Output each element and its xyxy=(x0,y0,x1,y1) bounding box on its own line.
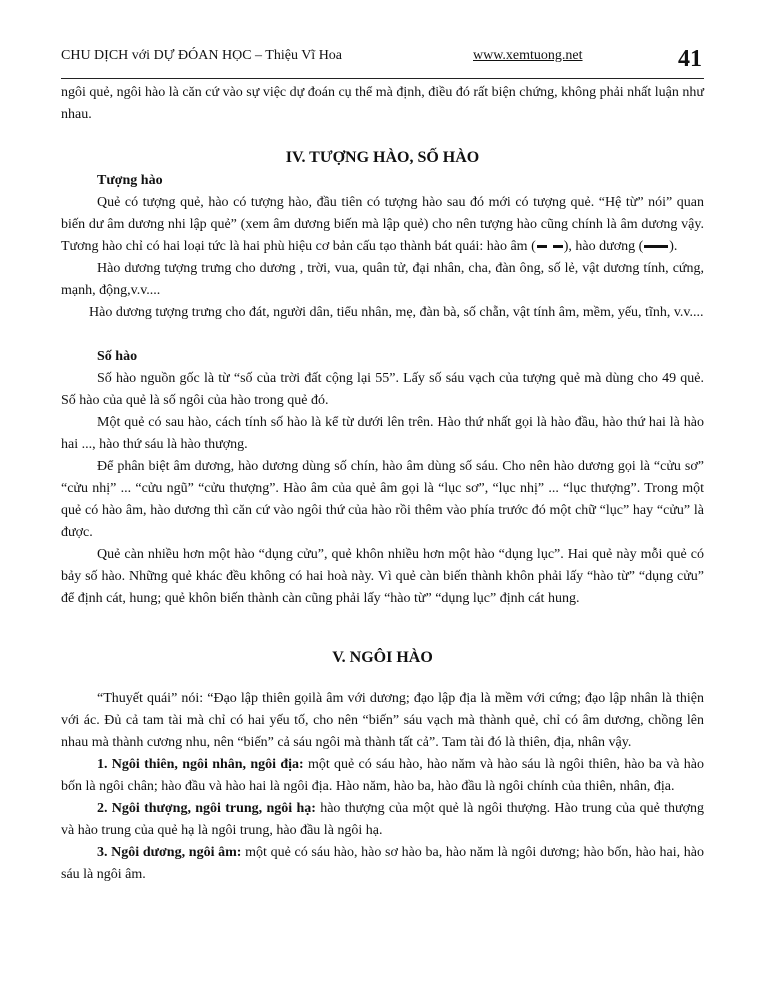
book-title: CHU DỊCH với DỰ ĐÓAN HỌC – Thiệu Vĩ Hoa xyxy=(61,48,343,63)
paragraph: Một quẻ có sau hào, cách tính số hào là kể từ dưới lên trên. Hào thứ nhất gọi là hào đầu, hào thứ hai là hào hai ..., hào thứ sáu là hào thượng. xyxy=(61,415,704,452)
subheading-tuong-hao: Tượng hào xyxy=(97,173,163,188)
list-item: 1. Ngôi thiên, ngôi nhân, ngôi địa: một quẻ có sáu hào, hào năm và hào sáu là ngôi thiên, hào ba và hào bốn là ngôi chân; hào đầu và hào hai là ngôi địa. Hào năm, hào ba, hào đầu là ngôi chính của thiên, nhân, địa. xyxy=(61,757,704,794)
page-content xyxy=(61,82,704,886)
paragraph: Hào dương tượng trưng cho đát, người dân, tiểu nhân, mẹ, đàn bà, số chẵn, vật tính âm, mềm, yếu, tĩnh, v.v.... xyxy=(89,305,704,320)
paragraph: Để phân biệt âm dương, hào dương dùng số chín, hào âm dùng số sáu. Cho nên hào dương gọi là “cửu sơ” “cửu nhị” ... “cửu ngũ” “cửu thượng”. Hào âm của quẻ âm gọi là “lục sơ”, “lục nhị” ... “lục thượng”. Trong một quẻ có hào âm, hào dương thì căn cứ vào ngôi thứ của hào rồi thêm vào phía trước đó một chữ “lục” hay “cửu” là được. xyxy=(61,459,704,540)
intro-paragraph: ngôi quẻ, ngôi hào là căn cứ vào sự việc dự đoán cụ thể mà định, điều đó rất biện chứng, không phải nhất luận như nhau. xyxy=(61,85,704,122)
list-item: 3. Ngôi dương, ngôi âm: một quẻ có sáu hào, hào sơ hào ba, hào năm là ngôi dương; hào bốn, hào hai, hào sáu là ngôi âm. xyxy=(61,845,704,882)
subheading-so-hao: Số hào xyxy=(97,349,138,364)
paragraph: “Thuyết quái” nói: “Đạo lập thiên gọilà âm với dương; đạo lập địa là mềm với cứng; đạo lập nhân là thiện với ác. Đủ cả tam tài mà chỉ có hai yếu tố, cho nên “biến” sáu vạch mà thành quẻ, chỉ có âm dương, chồng lên nhau mà thành cương nhu, nên “biến” cả sáu ngôi mà thành tất cả”. Tam tài đó là thiên, địa, nhân vậy. xyxy=(61,691,704,750)
paragraph: Quẻ có tượng quẻ, hào có tượng hào, đầu tiên có tượng hào sau đó mới có tượng quẻ. “Hệ từ” nói” quan biến dư âm dương nhi lập quẻ” (xem âm dương biến mà lập quẻ) cho nên tượng hào cũng chính là âm dương vậy. Tương hào chỉ có hai loại tức là hai phù hiệu cơ bản cấu tạo thành bát quái: hào âm ( ), hào dương ( ). xyxy=(61,195,704,254)
list-item: 2. Ngôi thượng, ngôi trung, ngôi hạ: hào thượng của một quẻ là ngôi thượng. Hào trung của quẻ thượng và hào trung của quẻ hạ là ngôi trung, hào đầu là ngôi hạ. xyxy=(61,801,705,838)
website-link[interactable]: www.xemtuong.net xyxy=(473,48,583,63)
yang-line-symbol-icon xyxy=(644,245,668,248)
page-number: 41 xyxy=(678,46,702,72)
page-header xyxy=(61,44,704,78)
section-heading-v: V. NGÔI HÀO xyxy=(332,649,433,666)
section-heading-iv: IV. TƯỢNG HÀO, SỐ HÀO xyxy=(285,149,480,166)
header-divider xyxy=(61,78,704,79)
yin-line-symbol-icon xyxy=(537,245,563,248)
paragraph: Số hào nguồn gốc là từ “số của trời đất cộng lại 55”. Lấy số sáu vạch của tượng quẻ mà dùng cho 49 quẻ. Số hào của quẻ là số ngôi của hào trong quẻ đó. xyxy=(61,371,704,408)
yang-line-text: ), hào dương ( xyxy=(563,239,644,254)
paragraph: Quẻ càn nhiều hơn một hào “dụng cửu”, quẻ khôn nhiều hơn một hào “dụng lục”. Hai quẻ này mỗi quẻ có bảy số hào. Những quẻ khác đều không có hai hoà này. Vì quẻ càn biến thành khôn phải lấy “hào từ” “dụng cửu” để định cát, hung; quẻ khôn biến thành càn cũng phải lấy “hào từ” “dụng lục” định cát hung. xyxy=(61,547,704,606)
paragraph: Hào dương tượng trưng cho dương , trời, vua, quân tử, đại nhân, cha, đàn ông, số lẻ, vật dương tính, cứng, mạnh, động,v.v.... xyxy=(61,261,704,298)
yin-line-text: hào âm ( xyxy=(486,239,536,254)
